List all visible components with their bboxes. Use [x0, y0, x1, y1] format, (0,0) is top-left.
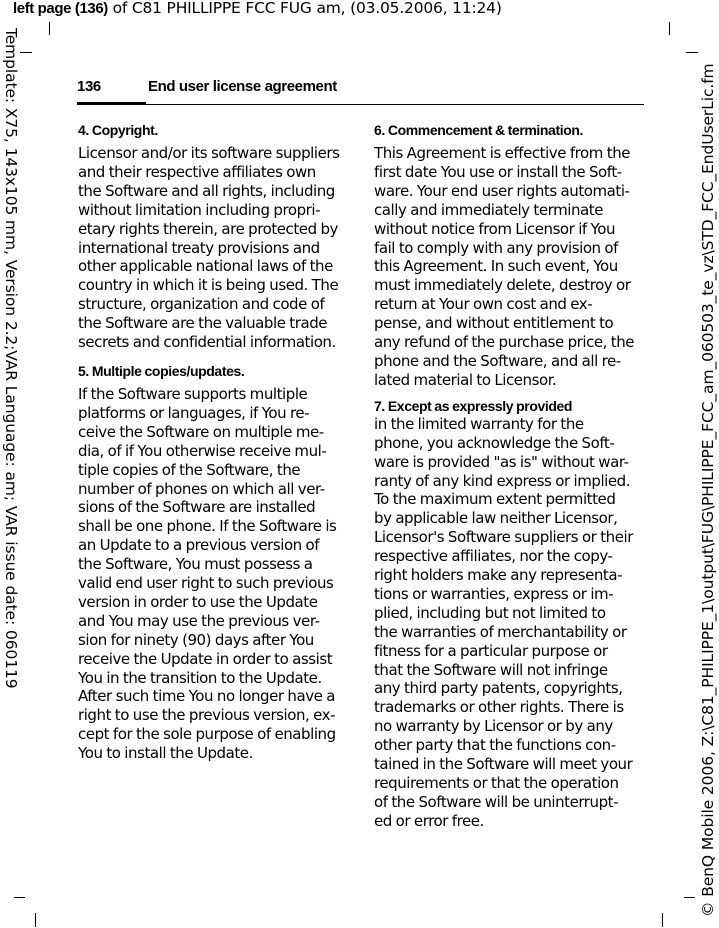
text-line: fail to comply with any provision of [374, 238, 618, 257]
section-heading-multiple-copies: 5. Multiple copies/updates. [78, 362, 245, 379]
text-line: an Update to a previous version of [78, 536, 320, 555]
text-line: Licensor and/or its software suppliers [78, 144, 340, 162]
text-line: version in order to use the Update [78, 592, 318, 611]
crop-mark-bottom-left-vertical [35, 913, 36, 927]
text-line: requirements or that the operation [374, 774, 619, 792]
text-line: respective affiliates, nor the copy- [374, 547, 613, 566]
text-line: any refund of the purchase price, the [374, 333, 635, 352]
text-line: To the maximum extent permitted [374, 490, 616, 509]
template-info-vertical [2, 28, 20, 728]
text-line: this Agreement. In such event, You [374, 257, 618, 276]
text-line: Licensor's Software suppliers or their [374, 528, 633, 547]
crop-mark-top-left-vertical [49, 22, 50, 35]
print-info-page: left page (136) [13, 0, 108, 17]
crop-mark-top-left-horizontal [20, 52, 32, 53]
crop-mark-top-right-horizontal [686, 52, 698, 53]
text-line: and their respective affiliates own [78, 162, 316, 181]
text-line: lated material to Licensor. [374, 370, 557, 389]
text-line: You in the transition to the Update. [78, 668, 322, 687]
text-line: trademarks or other rights. There is [374, 698, 624, 717]
text-line: number of phones on which all ver- [78, 479, 325, 498]
crop-mark-top-right-vertical [669, 22, 670, 35]
text-line: in the limited warranty for the [374, 414, 584, 433]
section-heading-termination: 6. Commencement & termination. [374, 122, 583, 138]
text-line: international treaty provisions and [78, 238, 320, 257]
text-line: any third party patents, copyrights, [374, 679, 623, 698]
text-line: other applicable national laws of the [78, 257, 333, 276]
text-line: of the Software will be uninterrupt- [374, 792, 619, 811]
text-line: tained in the Software will meet your [374, 755, 633, 774]
text-line: structure, organization and code of [78, 295, 325, 314]
text-line: without limitation including propri- [78, 200, 321, 219]
text-line: plied, including but not limited to [374, 603, 606, 622]
text-line: by applicable law neither Licensor, [374, 509, 618, 528]
text-line: platforms or languages, if You re- [78, 403, 310, 422]
text-line: right holders make any representa- [374, 566, 623, 585]
header-rule-accent [77, 102, 146, 105]
text-line: dia, of if You otherwise receive mul- [78, 441, 327, 460]
text-line: pense, and without entitlement to [374, 314, 614, 333]
crop-mark-bottom-right-vertical [662, 913, 663, 927]
text-line: receive the Update in order to assist [78, 649, 333, 668]
print-info-line [13, 0, 502, 17]
copyright-path-vertical [699, 0, 717, 928]
text-line: return at Your own cost and ex- [374, 295, 593, 314]
text-line: no warranty by Licensor or by any [374, 717, 613, 736]
text-line: phone and the Software, and all re- [374, 351, 621, 370]
section-heading-copyright: 4. Copyright. [78, 122, 158, 138]
text-line: ware. Your end user rights automati- [374, 181, 630, 200]
text-line: the Software and all rights, including [78, 181, 335, 200]
right-column [374, 121, 644, 838]
text-line: sions of the Software are installed [78, 498, 316, 517]
text-line: country in which it is being used. The [78, 276, 339, 295]
text-line: the Software, You must possess a [78, 555, 313, 574]
section-heading-warranty: 7. Except as expressly provided [374, 397, 573, 414]
text-line: shall be one phone. If the Software is [78, 517, 337, 536]
text-line: You to install the Update. [78, 744, 253, 763]
text-line: must immediately delete, destroy or [374, 276, 631, 295]
text-line: ware is provided "as is" without war- [374, 452, 629, 471]
text-line: ranty of any kind express or implied. [374, 471, 631, 490]
text-line: ceive the Software on multiple me- [78, 422, 324, 441]
text-line: etary rights therein, are protected by [78, 219, 338, 238]
left-column [78, 121, 353, 770]
text-line: If the Software supports multiple [78, 384, 308, 403]
text-line: After such time You no longer have a [78, 687, 335, 706]
print-info-rest: of C81 PHILLIPPE FCC FUG am, (03.05.2006, 11:24) [107, 0, 502, 17]
text-line: the Software are the valuable trade [78, 314, 328, 333]
text-line: fitness for a particular purpose or [374, 641, 608, 660]
crop-mark-bottom-left-horizontal [14, 897, 25, 898]
text-line: tions or warranties, express or im- [374, 584, 614, 603]
text-line: that the Software will not infringe [374, 660, 608, 679]
section-body-warranty [374, 415, 644, 831]
template-info-text: Template: X75, 143x105 mm, Version 2.2;VAR Language: am; VAR issue date: 060119 [2, 28, 20, 689]
header-rule [77, 104, 644, 105]
crop-mark-bottom-right-horizontal [684, 897, 695, 898]
text-line: ed or error free. [374, 811, 484, 830]
text-line: and You may use the previous ver- [78, 611, 320, 630]
text-line: secrets and confidential information. [78, 333, 336, 352]
text-line: cally and immediately terminate [374, 200, 603, 219]
text-line: other party that the functions con- [374, 736, 616, 755]
section-body-multiple-copies [78, 385, 353, 763]
text-line: sion for ninety (90) days after You [78, 630, 314, 649]
text-line: cept for the sole purpose of enabling [78, 725, 336, 744]
text-line: This Agreement is effective from the [374, 144, 631, 162]
text-line: valid end user right to such previous [78, 574, 334, 593]
page-title: End user license agreement [148, 78, 337, 95]
text-line: without notice from Licensor if You [374, 219, 616, 238]
text-line: tiple copies of the Software, the [78, 460, 301, 479]
text-line: right to use the previous version, ex- [78, 706, 336, 725]
section-body-copyright [78, 144, 353, 352]
text-line: the warranties of merchantability or [374, 622, 627, 641]
text-line: phone, you acknowledge the Soft- [374, 433, 615, 452]
copyright-path-text: © BenQ Mobile 2006, Z:\C81_PHILIPPE_1\output\FUG\PHILIPPE_FCC_am_060503_te_vz\STD_FCC_EndUserLic.fm [699, 63, 717, 917]
text-line: first date You use or install the Soft- [374, 162, 622, 181]
page-header [77, 78, 644, 108]
section-body-termination [374, 144, 644, 390]
page-number: 136 [77, 78, 101, 95]
